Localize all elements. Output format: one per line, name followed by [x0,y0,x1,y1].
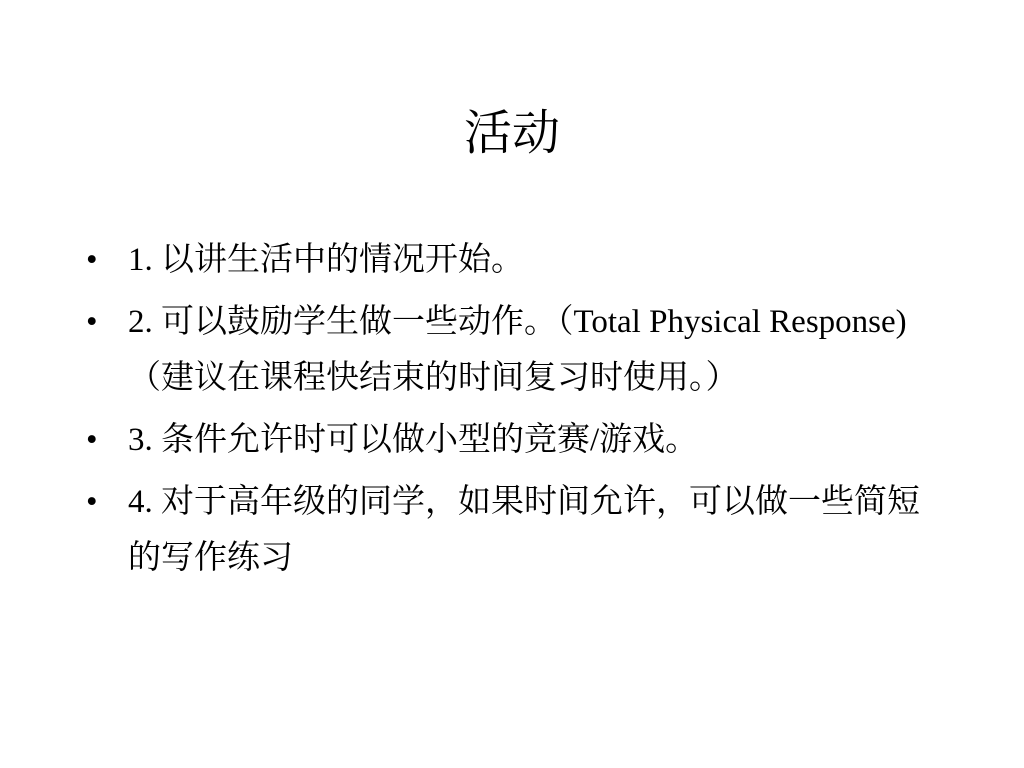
bullet-text-1: 1. 以讲生活中的情况开始。 [128,242,524,278]
bullet-dot-icon: • [86,484,98,520]
bullet-list [86,232,946,592]
bullet-item-4 [86,474,946,586]
bullet-dot-icon: • [86,422,98,458]
slide-title: 活动 [463,107,560,160]
bullet-item-3 [86,412,946,468]
bullet-dot-icon: • [86,304,98,340]
bullet-item-2 [86,294,946,406]
bullet-text-3: 3. 条件允许时可以做小型的竞赛/游戏。 [128,422,699,458]
bullet-text-4: 4. 对于高年级的同学，如果时间允许，可以做一些简短的写作练习 [128,484,920,576]
bullet-item-1 [86,232,946,288]
bullet-text-2: 2. 可以鼓励学生做一些动作。（Total Physical Response)（建议在课程快结束的时间复习时使用。） [128,304,907,396]
bullet-dot-icon: • [86,242,98,278]
